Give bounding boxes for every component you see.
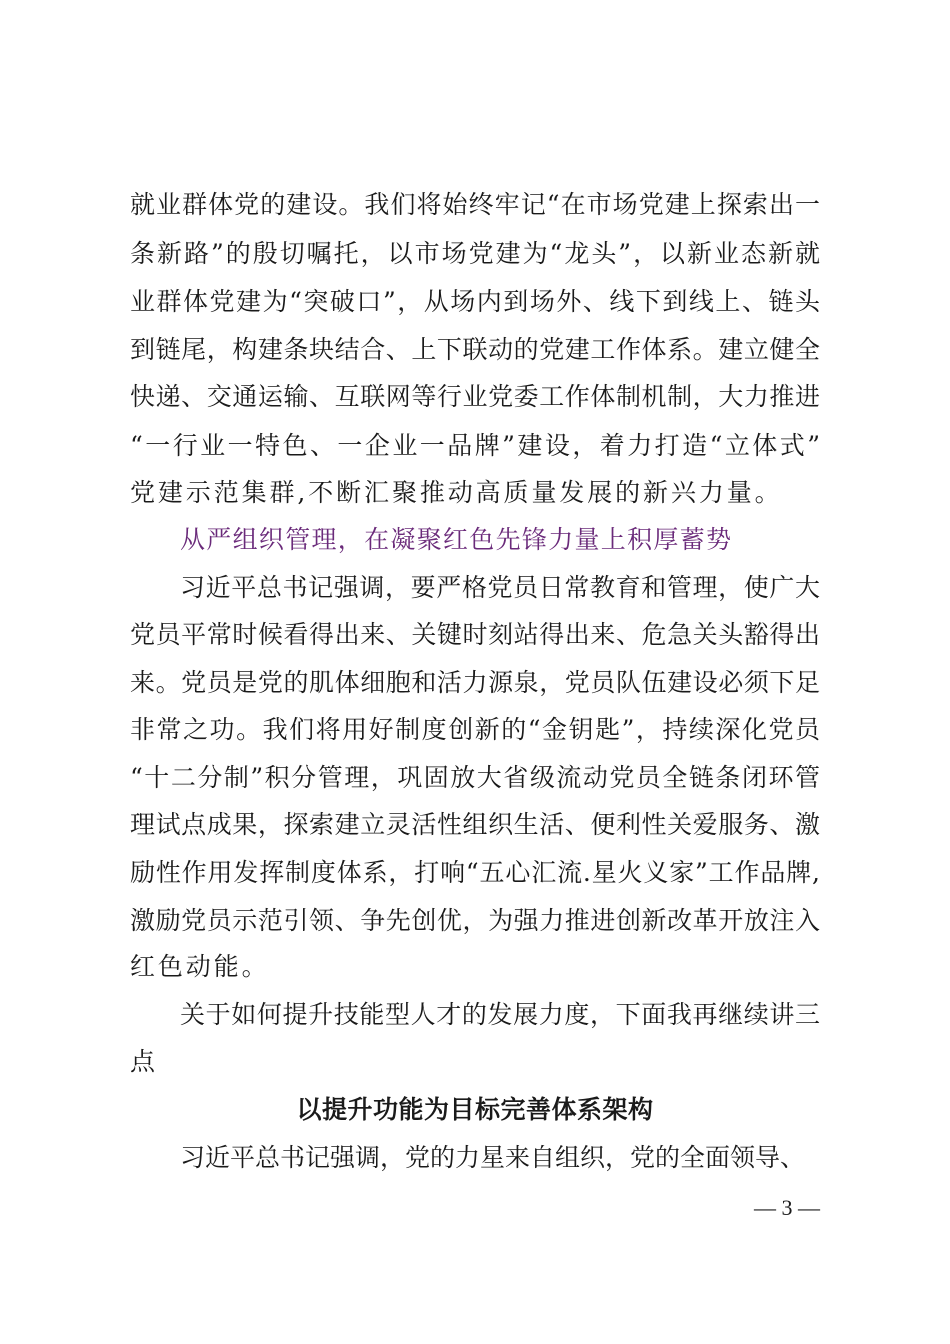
paragraph-line: 条新路”的殷切嘱托，以市场党建为“龙头”，以新业态新就 — [130, 239, 820, 268]
paragraph-line: 关于如何提升技能型人才的发展力度，下面我再继续讲三 — [180, 1000, 820, 1029]
paragraph-line: 党建示范集群,不断汇聚推动高质量发展的新兴力量。 — [130, 478, 783, 507]
paragraph-line: “十二分制”积分管理，巩固放大省级流动党员全链条闭环管 — [130, 763, 820, 792]
section-heading: 以提升功能为目标完善体系架构 — [296, 1095, 654, 1124]
paragraph-line: 理试点成果，探索建立灵活性组织生活、便利性关爱服务、激 — [130, 810, 820, 839]
paragraph-line: 来。党员是党的肌体细胞和活力源泉，党员队伍建设必须下足 — [130, 668, 820, 697]
paragraph-line: 习近平总书记强调，党的力星来自组织，党的全面领导、 — [180, 1143, 806, 1172]
paragraph-line: 到链尾，构建条块结合、上下联动的党建工作体系。建立健全 — [130, 335, 820, 364]
paragraph-line: 非常之功。我们将用好制度创新的“金钥匙”，持续深化党员 — [130, 715, 820, 744]
paragraph-line: 业群体党建为“突破口”，从场内到场外、线下到线上、链头 — [130, 287, 820, 316]
paragraph-line: 励性作用发挥制度体系，打响“五心汇流.星火义家”工作品牌, — [130, 858, 820, 887]
paragraph-line: 党员平常时候看得出来、关键时刻站得出来、危急关头豁得出 — [130, 620, 820, 649]
page-number: — 3 — — [754, 1195, 820, 1220]
paragraph-line: “一行业一特色、一企业一品牌”建设，着力打造“立体式” — [130, 431, 820, 460]
paragraph-line: 点 — [130, 1047, 158, 1076]
paragraph-line: 红色动能。 — [130, 952, 270, 981]
paragraph-line: 快递、交通运输、互联网等行业党委工作体制机制，大力推进 — [130, 382, 820, 411]
paragraph-line: 就业群体党的建设。我们将始终牢记“在市场党建上探索出一 — [130, 190, 820, 219]
section-subheading: 从严组织管理，在凝聚红色先锋力量上积厚蓄势 — [180, 525, 733, 554]
paragraph-line: 激励党员示范引领、争先创优，为强力推进创新改革开放注入 — [130, 906, 820, 935]
paragraph-line: 习近平总书记强调，要严格党员日常教育和管理，使广大 — [180, 573, 820, 602]
